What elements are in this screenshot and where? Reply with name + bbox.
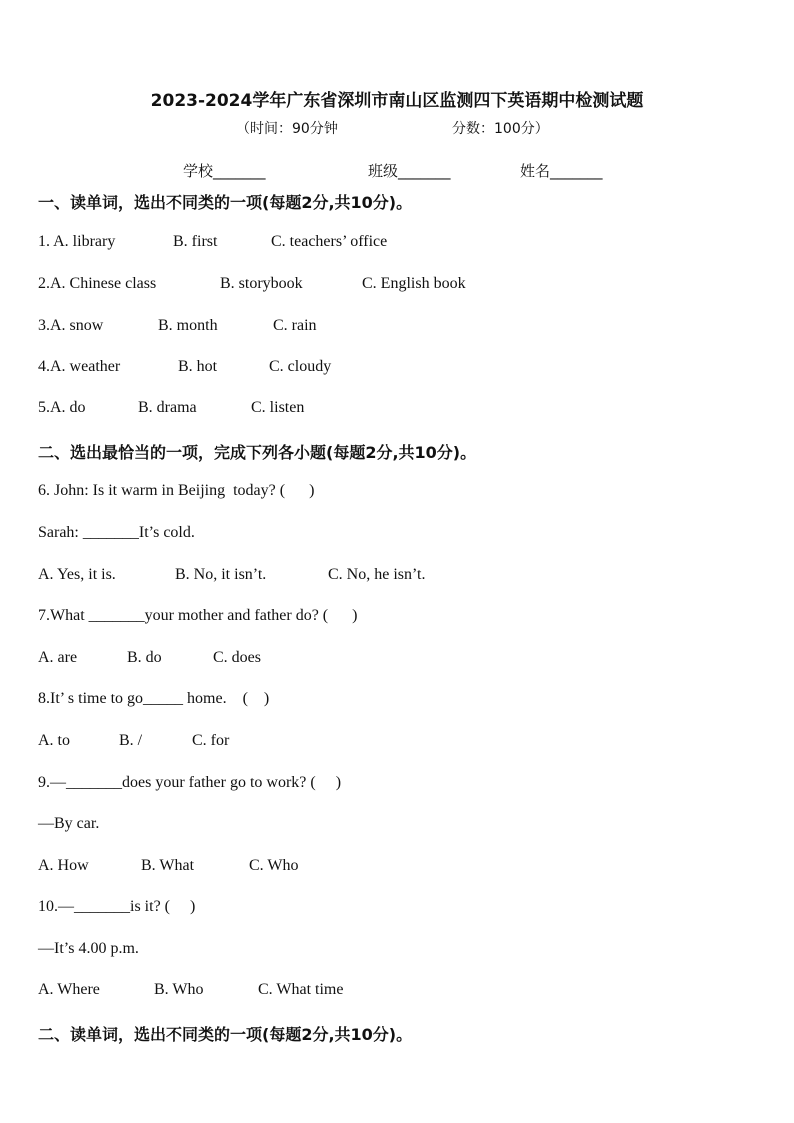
class-field: 班级_______ — [368, 162, 451, 180]
q3-option-c: C. rain — [273, 317, 317, 334]
q4-option-a: 4.A. weather — [38, 358, 121, 375]
name-field: 姓名_______ — [520, 162, 603, 180]
q5-option-b: B. drama — [138, 399, 197, 416]
q9-option-b: B. What — [141, 857, 195, 874]
q7-option-c: C. does — [213, 649, 261, 666]
q7-stem: 7.What _______your mother and father do? ( ) — [38, 607, 358, 624]
q4-option-b: B. hot — [178, 358, 218, 375]
q8-stem: 8.It’ s time to go_____ home. ( ) — [38, 690, 270, 707]
page-title: 2023-2024学年广东省深圳市南山区监测四下英语期中检测试题 — [150, 91, 644, 111]
section-heading-1: 一、读单词，选出不同类的一项(每题2分,共10分)。 — [38, 193, 413, 212]
section-heading-2: 二、选出最恰当的一项，完成下列各小题(每题2分,共10分)。 — [38, 443, 477, 462]
q8-option-b: B. / — [119, 732, 143, 749]
exam-score: 分数：100分） — [452, 121, 549, 137]
q5-option-c: C. listen — [251, 399, 305, 416]
q10-option-c: C. What time — [258, 981, 344, 998]
q6-stem: 6. John: Is it warm in Beijing today? ( ) — [38, 482, 315, 499]
q5-option-a: 5.A. do — [38, 399, 86, 416]
q8-option-c: C. for — [192, 732, 230, 749]
q1-option-b: B. first — [173, 233, 218, 250]
school-field: 学校_______ — [183, 162, 266, 180]
q9-option-c: C. Who — [249, 857, 299, 874]
q10-option-a: A. Where — [38, 981, 100, 998]
q3-option-b: B. month — [158, 317, 218, 334]
q2-option-b: B. storybook — [220, 275, 303, 292]
q6-option-b: B. No, it isn’t. — [175, 566, 267, 583]
q3-option-a: 3.A. snow — [38, 317, 104, 334]
q9-stem: 9.—_______does your father go to work? ( ) — [38, 774, 342, 791]
q7-option-a: A. are — [38, 649, 78, 666]
q8-option-a: A. to — [38, 732, 70, 749]
q6-option-a: A. Yes, it is. — [38, 566, 116, 583]
exam-time: （时间：90分钟 — [236, 121, 338, 137]
q2-option-a: 2.A. Chinese class — [38, 275, 157, 292]
q10-stem: 10.—_______is it? ( ) — [38, 898, 196, 915]
q7-option-b: B. do — [127, 649, 162, 666]
q1-option-a: 1. A. library — [38, 233, 116, 250]
q10-option-b: B. Who — [154, 981, 204, 998]
q9-dialogue: —By car. — [38, 815, 100, 832]
q9-option-a: A. How — [38, 857, 89, 874]
q6-dialogue: Sarah: _______It’s cold. — [38, 524, 195, 541]
q6-option-c: C. No, he isn’t. — [328, 566, 426, 583]
section-heading-3: 二、读单词，选出不同类的一项(每题2分,共10分)。 — [38, 1025, 413, 1044]
q4-option-c: C. cloudy — [269, 358, 332, 375]
q10-dialogue: —It’s 4.00 p.m. — [38, 940, 139, 957]
q2-option-c: C. English book — [362, 275, 466, 292]
q1-option-c: C. teachers’ office — [271, 233, 388, 250]
